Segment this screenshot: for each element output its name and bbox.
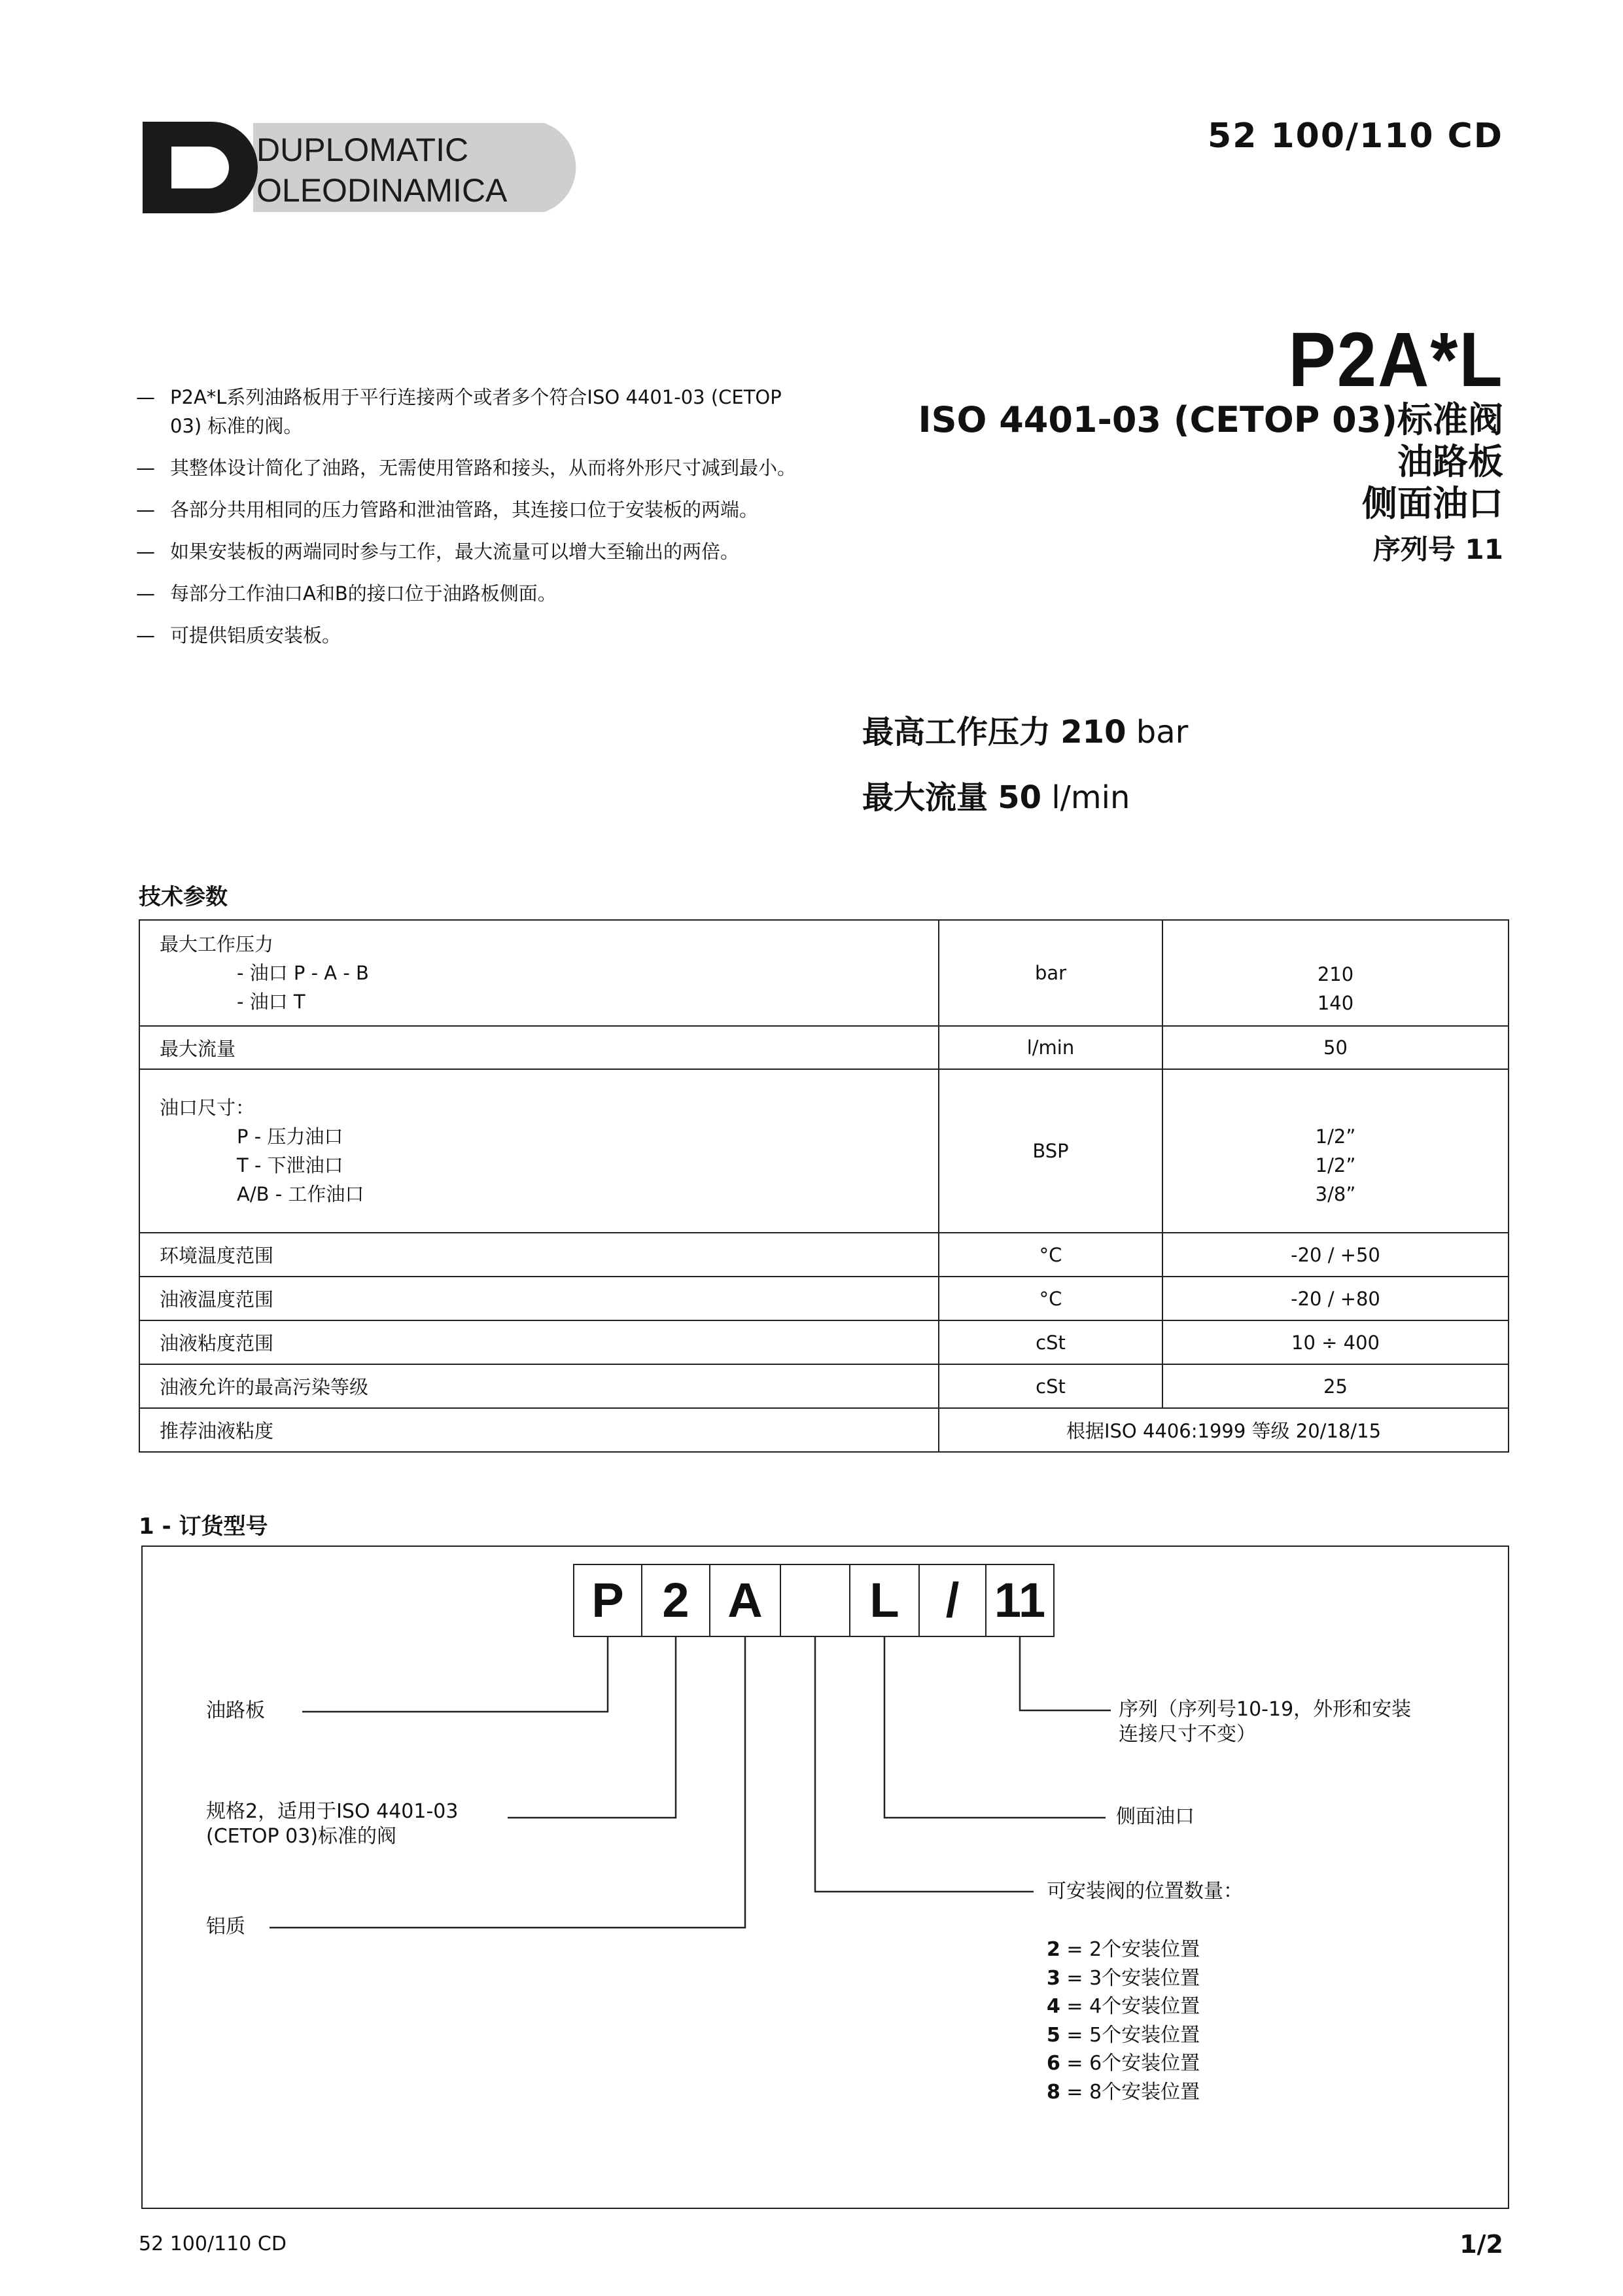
position-option: [1047, 2021, 1200, 2050]
code-cell-slash: /: [918, 1564, 986, 1637]
table-cell-unit: BSP: [939, 1069, 1162, 1233]
logo-line1: DUPLOMATIC: [256, 132, 469, 168]
bullet-text: P2A*L系列油路板用于平行连接两个或者多个符合ISO 4401-03 (CETOP 03) 标准的阀。: [170, 386, 782, 437]
row-sublabel: - 油口 T: [237, 991, 305, 1013]
position-number: 6: [1047, 2052, 1060, 2075]
company-logo: [139, 118, 584, 217]
bullet-item: [136, 579, 803, 608]
position-number: 4: [1047, 1995, 1060, 2018]
spec-value: 210: [1060, 714, 1126, 751]
position-number: 8: [1047, 2080, 1060, 2104]
table-cell-value: 10 ÷ 400: [1162, 1320, 1509, 1364]
intro-bullet-list: [136, 383, 803, 663]
table-cell-value: 50: [1162, 1026, 1509, 1069]
table-row: [139, 1364, 1509, 1408]
document-code: 52 100/110 CD: [1208, 116, 1503, 156]
bullet-item: [136, 621, 803, 650]
position-text: = 6个安装位置: [1066, 2052, 1200, 2075]
bullet-text: 各部分共用相同的压力管路和泄油管路，其连接口位于安装板的两端。: [170, 499, 759, 521]
tech-section-title: 技术参数: [139, 884, 228, 910]
label-side-ports: 侧面油口: [1116, 1805, 1195, 1828]
row-label: 最大工作压力: [160, 933, 274, 955]
value-line: 3/8”: [1315, 1183, 1356, 1205]
bullet-item: [136, 537, 803, 566]
series-number: 序列号 11: [1372, 533, 1503, 565]
label-aluminium: 铝质: [206, 1915, 245, 1938]
table-cell-unit: bar: [939, 920, 1162, 1026]
title-line-1: ISO 4401-03 (CETOP 03)标准阀: [918, 399, 1503, 440]
position-text: = 5个安装位置: [1066, 2023, 1200, 2047]
code-cell-positions: [780, 1564, 850, 1637]
bullet-dash: —: [136, 499, 155, 521]
label-size-line1: 规格2，适用于ISO 4401-03: [206, 1800, 459, 1823]
position-option: [1047, 1935, 1200, 1964]
row-sublabel: A/B - 工作油口: [237, 1183, 364, 1205]
label-size-line2: (CETOP 03)标准的阀: [206, 1825, 397, 1848]
code-cell-side-ports: L: [849, 1564, 920, 1637]
position-text: = 3个安装位置: [1066, 1966, 1200, 1990]
code-cell-size: 2: [641, 1564, 710, 1637]
bullet-dash: —: [136, 582, 155, 605]
max-flow-spec: [862, 772, 1130, 817]
value-line: 210: [1317, 963, 1354, 985]
product-title-block: [918, 317, 1503, 568]
spec-label: 最大流量: [862, 779, 988, 816]
row-label: 油液粘度范围: [139, 1320, 939, 1364]
table-row: [139, 1026, 1509, 1069]
bullet-item: [136, 453, 803, 482]
ordering-code-box: [141, 1545, 1509, 2209]
tech-spec-table: [139, 919, 1509, 1453]
value-line: 1/2”: [1315, 1125, 1356, 1148]
position-option: [1047, 1964, 1200, 1993]
table-cell-unit: l/min: [939, 1026, 1162, 1069]
table-row: [139, 1233, 1509, 1277]
table-row: [139, 1277, 1509, 1320]
product-model: P2A*L: [1288, 317, 1503, 403]
bullet-dash: —: [136, 540, 155, 563]
table-cell-unit: °C: [939, 1277, 1162, 1320]
position-number: 5: [1047, 2023, 1060, 2047]
row-sublabel: - 油口 P - A - B: [237, 962, 369, 984]
position-text: = 2个安装位置: [1066, 1938, 1200, 1961]
table-cell-value: 根据ISO 4406:1999 等级 20/18/15: [939, 1408, 1509, 1452]
row-label: 油口尺寸：: [160, 1097, 255, 1119]
table-cell: [139, 1069, 939, 1233]
logo-line2: OLEODINAMICA: [256, 172, 508, 209]
label-series-line2: 连接尺寸不变）: [1119, 1723, 1256, 1746]
table-row: [139, 1408, 1509, 1452]
position-text: = 8个安装位置: [1066, 2080, 1200, 2104]
table-cell-unit: cSt: [939, 1320, 1162, 1364]
row-label: 油液温度范围: [139, 1277, 939, 1320]
position-option: [1047, 1992, 1200, 2021]
code-cell-series: 11: [985, 1564, 1055, 1637]
table-cell-value: -20 / +80: [1162, 1277, 1509, 1320]
value-line: 140: [1317, 992, 1354, 1014]
max-pressure-spec: [862, 707, 1188, 752]
spec-value: 50: [998, 779, 1042, 816]
table-cell: [139, 920, 939, 1026]
footer-document-code: 52 100/110 CD: [139, 2233, 287, 2255]
spec-label: 最高工作压力: [862, 714, 1051, 751]
position-option: [1047, 2049, 1200, 2078]
bullet-item: [136, 495, 803, 524]
bullet-dash: —: [136, 624, 155, 646]
row-label: 最大流量: [139, 1026, 939, 1069]
page-number: 1/2: [1459, 2230, 1503, 2259]
row-label: 环境温度范围: [139, 1233, 939, 1277]
table-cell-unit: °C: [939, 1233, 1162, 1277]
table-row: [139, 1069, 1509, 1233]
position-option: [1047, 2078, 1200, 2107]
bullet-text: 如果安装板的两端同时参与工作，最大流量可以增大至输出的两倍。: [170, 540, 740, 563]
table-cell-value: [1162, 1069, 1509, 1233]
bullet-dash: —: [136, 386, 155, 408]
position-text: = 4个安装位置: [1066, 1995, 1200, 2018]
value-line: 1/2”: [1315, 1154, 1356, 1176]
position-number: 3: [1047, 1966, 1060, 1990]
position-number: 2: [1047, 1938, 1060, 1961]
row-sublabel: T - 下泄油口: [237, 1154, 343, 1176]
bullet-text: 其整体设计简化了油路，无需使用管路和接头，从而将外形尺寸减到最小。: [170, 457, 797, 479]
code-cell-material: A: [709, 1564, 781, 1637]
code-cell-p: P: [573, 1564, 642, 1637]
label-positions-title: 可安装阀的位置数量：: [1047, 1880, 1243, 1903]
row-sublabel: P - 压力油口: [237, 1125, 343, 1148]
spec-unit: bar: [1136, 714, 1189, 751]
title-line-2: 油路板: [1397, 441, 1503, 482]
table-cell-value: 25: [1162, 1364, 1509, 1408]
table-cell-value: -20 / +50: [1162, 1233, 1509, 1277]
spec-unit: l/min: [1051, 779, 1130, 816]
table-row: [139, 1320, 1509, 1364]
title-line-3: 侧面油口: [1362, 483, 1503, 524]
label-subplate: 油路板: [206, 1699, 265, 1722]
row-label: 推荐油液粘度: [139, 1408, 939, 1452]
table-cell-unit: cSt: [939, 1364, 1162, 1408]
row-label: 油液允许的最高污染等级: [139, 1364, 939, 1408]
bullet-text: 每部分工作油口A和B的接口位于油路板侧面。: [170, 582, 557, 605]
label-series-line1: 序列（序列号10-19，外形和安装: [1119, 1698, 1412, 1721]
table-row: [139, 920, 1509, 1026]
positions-list: [1047, 1935, 1200, 2106]
bullet-dash: —: [136, 457, 155, 479]
bullet-item: [136, 383, 803, 440]
ordering-section-title: 1 - 订货型号: [139, 1513, 268, 1540]
bullet-text: 可提供铝质安装板。: [170, 624, 341, 646]
table-cell-value: [1162, 920, 1509, 1026]
